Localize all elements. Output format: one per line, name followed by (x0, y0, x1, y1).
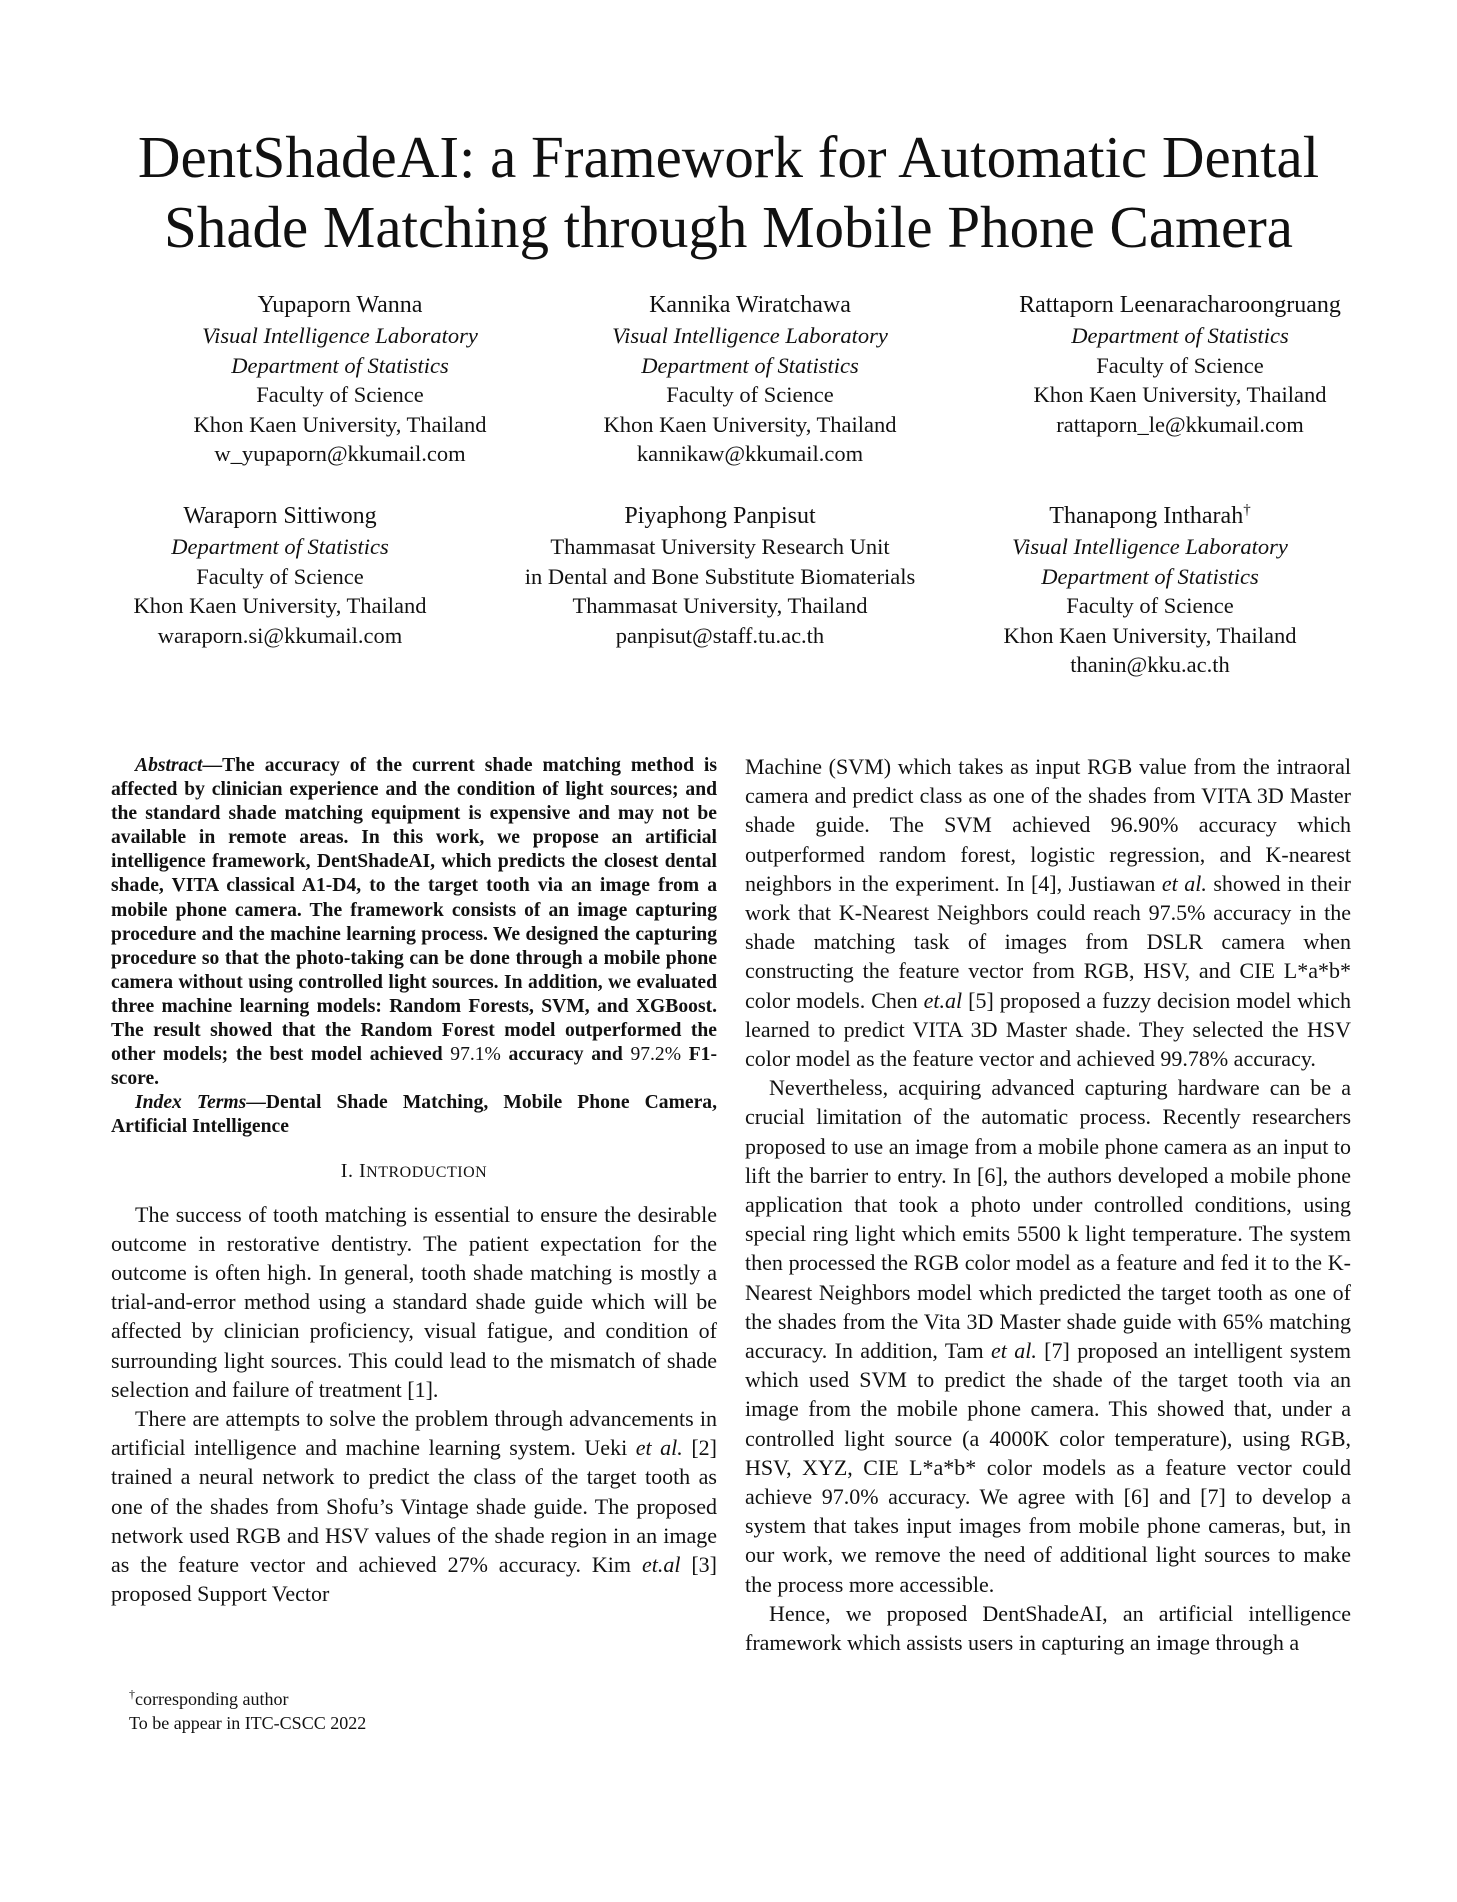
intro-paragraph-5: Hence, we proposed DentShadeAI, an artificial intelligence framework which assists users in capturing an image through a (745, 1600, 1351, 1656)
author-name: Yupaporn Wanna (257, 292, 423, 318)
author-email[interactable]: w_yupaporn@kkumail.com (214, 441, 466, 467)
author-affiliation: Faculty of Science (196, 563, 364, 589)
section-title-initial: I (358, 1159, 367, 1182)
intro-paragraph-3 (745, 752, 1351, 1073)
index-terms-text: —Dental Shade Matching, Mobile Phone Camera, Artificial Intelligence (111, 1092, 717, 1138)
author-email[interactable]: waraporn.si@kkumail.com (157, 622, 403, 648)
title-line-2: Shade Matching through Mobile Phone Camera (164, 194, 1293, 260)
corresponding-author-mark: † (1243, 502, 1251, 518)
abstract-text: F1-score. (111, 1044, 717, 1090)
abstract-accuracy: 97.1% (450, 1044, 501, 1066)
citation-etal: et al. (635, 1435, 683, 1461)
author-affiliation: Faculty of Science (666, 382, 834, 408)
author-email[interactable]: thanin@kku.ac.th (1070, 652, 1230, 678)
footnote-venue: To be appear in ITC-CSCC 2022 (129, 1713, 367, 1733)
abstract-label: Abstract (135, 755, 203, 776)
citation-etal: et al. (990, 1338, 1037, 1364)
author-affiliation: Department of Statistics (1071, 323, 1289, 348)
paragraph-text: [3] proposed Support Vector (111, 1551, 718, 1607)
abstract (111, 754, 717, 1091)
intro-paragraph-4 (745, 1073, 1351, 1599)
author-affiliation: Khon Kaen University, Thailand (1033, 382, 1327, 408)
author-name: Piyaphong Panpisut (624, 503, 816, 529)
index-terms-label: Index Terms (135, 1092, 247, 1114)
intro-paragraph-2 (111, 1404, 717, 1608)
author-affiliation: Khon Kaen University, Thailand (193, 411, 487, 437)
author-affiliation: Khon Kaen University, Thailand (603, 411, 897, 437)
paragraph-text: There are attempts to solve the problem through advancements in artificial intelligence and machine learning system. Ueki (111, 1405, 717, 1461)
author-affiliation: Visual Intelligence Laboratory (202, 323, 478, 348)
paragraph-text: [5] proposed a fuzzy decision model which learned to predict VITA 3D Master shade. They selected the HSV color model as the feature vector and achieved 99.78% accuracy. (745, 987, 1351, 1072)
index-terms (111, 1091, 717, 1139)
author-affiliation: Visual Intelligence Laboratory (1012, 534, 1288, 559)
author-affiliation: Faculty of Science (1096, 352, 1264, 378)
author-block (165, 289, 515, 469)
author-email[interactable]: rattaporn_le@kkumail.com (1056, 411, 1304, 437)
footnote-text: corresponding author (135, 1689, 289, 1709)
author-block (565, 289, 935, 469)
author-block (100, 500, 460, 650)
footnote-corresponding (111, 1682, 717, 1711)
author-name: Kannika Wiratchawa (649, 292, 851, 318)
author-affiliation: Khon Kaen University, Thailand (1003, 622, 1297, 648)
author-block (480, 500, 960, 650)
author-name-line (960, 500, 1340, 532)
author-name: Rattaporn Leenaracharoongruang (1019, 292, 1341, 318)
author-affiliation: Department of Statistics (1041, 563, 1259, 589)
paper-title (80, 122, 1377, 262)
author-affiliation: Thammasat University Research Unit (550, 534, 890, 559)
author-affiliation: Khon Kaen University, Thailand (133, 593, 427, 619)
author-block (990, 289, 1370, 439)
title-line-1: DentShadeAI: a Framework for Automatic Dental (137, 124, 1320, 190)
section-heading-introduction (111, 1159, 717, 1185)
abstract-text: accuracy and (500, 1044, 631, 1066)
citation-etal: et.al (923, 987, 963, 1013)
footnote-mark: † (129, 1687, 135, 1701)
paragraph-text: Machine (SVM) which takes as input RGB value from the intraoral camera and predict class as one of the shades from VITA 3D Master shade guide. The SVM achieved 96.90% accuracy which outperformed random forest, logistic regression, and K-nearest neighbors in the experiment. In [4], Justiawan (745, 754, 1351, 896)
author-affiliation: Faculty of Science (256, 382, 424, 408)
abstract-text: —The accuracy of the current shade matching method is affected by clinician experience and the condition of light sources; and the standard shade matching equipment is expensive and may not be available in remote areas. In this work, we propose an artificial intelligence framework, DentShadeAI, which predicts the closest dental shade, VITA classical A1-D4, to the target tooth via an image from a mobile phone camera. The framework consists of an image capturing procedure and the machine learning process. We designed the capturing procedure so that the photo-taking can be done through a mobile phone camera without using controlled light sources. In addition, we evaluated three machine learning models: Random Forests, SVM, and XGBoost. The result showed that the Random Forest model outperformed the other models; the best model achieved (111, 755, 717, 1066)
section-title-rest: NTRODUCTION (366, 1163, 488, 1181)
author-affiliation: Faculty of Science (1066, 593, 1234, 619)
paragraph-text: [2] trained a neural network to predict the class of the target tooth as one of the shades from Shofu’s Vintage shade guide. The proposed network used RGB and HSV values of the shade region in an image as the feature vector and achieved 27% accuracy. Kim (111, 1435, 717, 1577)
author-affiliation: Thammasat University, Thailand (572, 593, 868, 619)
paragraph-text: showed in their work that K-Nearest Neighbors could reach 97.5% accuracy in the shade matching task of images from DSLR camera when constructing the feature vector from RGB, HSV, and CIE L*a*b* color models. Chen (745, 870, 1351, 1013)
citation-etal: et.al (641, 1551, 681, 1577)
author-affiliation: Department of Statistics (641, 352, 859, 378)
author-block (960, 500, 1340, 680)
paragraph-text: [7] proposed an intelligent system which used SVM to predict the shade of the target tooth via an image from the mobile phone camera. This showed that, under a controlled light source (a 4000K color temperature), using RGB, HSV, XYZ, CIE L*a*b* color models as a feature vector could achieve 97.0% accuracy. We agree with [6] and [7] to develop a system that takes input images from mobile phone cameras, but, in our work, we remove the need of additional light sources to make the process more accessible. (745, 1338, 1352, 1597)
author-affiliation: Department of Statistics (231, 352, 449, 378)
author-name: Waraporn Sittiwong (183, 503, 377, 529)
intro-paragraph-1: The success of tooth matching is essential to ensure the desirable outcome in restorative dentistry. The patient expectation for the outcome is often high. In general, tooth shade matching is mostly a trial-and-error method using a standard shade guide which will be affected by clinician proficiency, visual fatigue, and condition of surrounding light sources. This could lead to the mismatch of shade selection and failure of treatment [1]. (111, 1201, 717, 1402)
author-affiliation: Department of Statistics (171, 534, 389, 559)
author-name: Thanapong Intharah (1049, 503, 1244, 529)
left-column (111, 754, 717, 1608)
citation-etal: et al. (1161, 870, 1207, 896)
author-affiliation: in Dental and Bone Substitute Biomaterials (524, 563, 916, 589)
footnotes (111, 1682, 717, 1735)
author-affiliation: Visual Intelligence Laboratory (612, 323, 888, 348)
abstract-f1: 97.2% (630, 1044, 682, 1066)
author-email[interactable]: kannikaw@kkumail.com (636, 441, 864, 467)
section-number: I. (340, 1159, 354, 1182)
right-column (745, 752, 1351, 1657)
paragraph-text: Nevertheless, acquiring advanced capturing hardware can be a crucial limitation of the automatic process. Recently researchers proposed to use an image from a mobile phone camera as an input to lift the barrier to entry. In [6], the authors developed a mobile phone application that took a photo under controlled conditions, using special ring light which emits 5500 k light temperature. The system then processed the RGB color model as a feature and fed it to the K-Nearest Neighbors model which predicted the target tooth as one of the shades from the Vita 3D Master shade guide with 65% matching accuracy. In addition, Tam (745, 1075, 1351, 1364)
author-email[interactable]: panpisut@staff.tu.ac.th (615, 622, 825, 648)
